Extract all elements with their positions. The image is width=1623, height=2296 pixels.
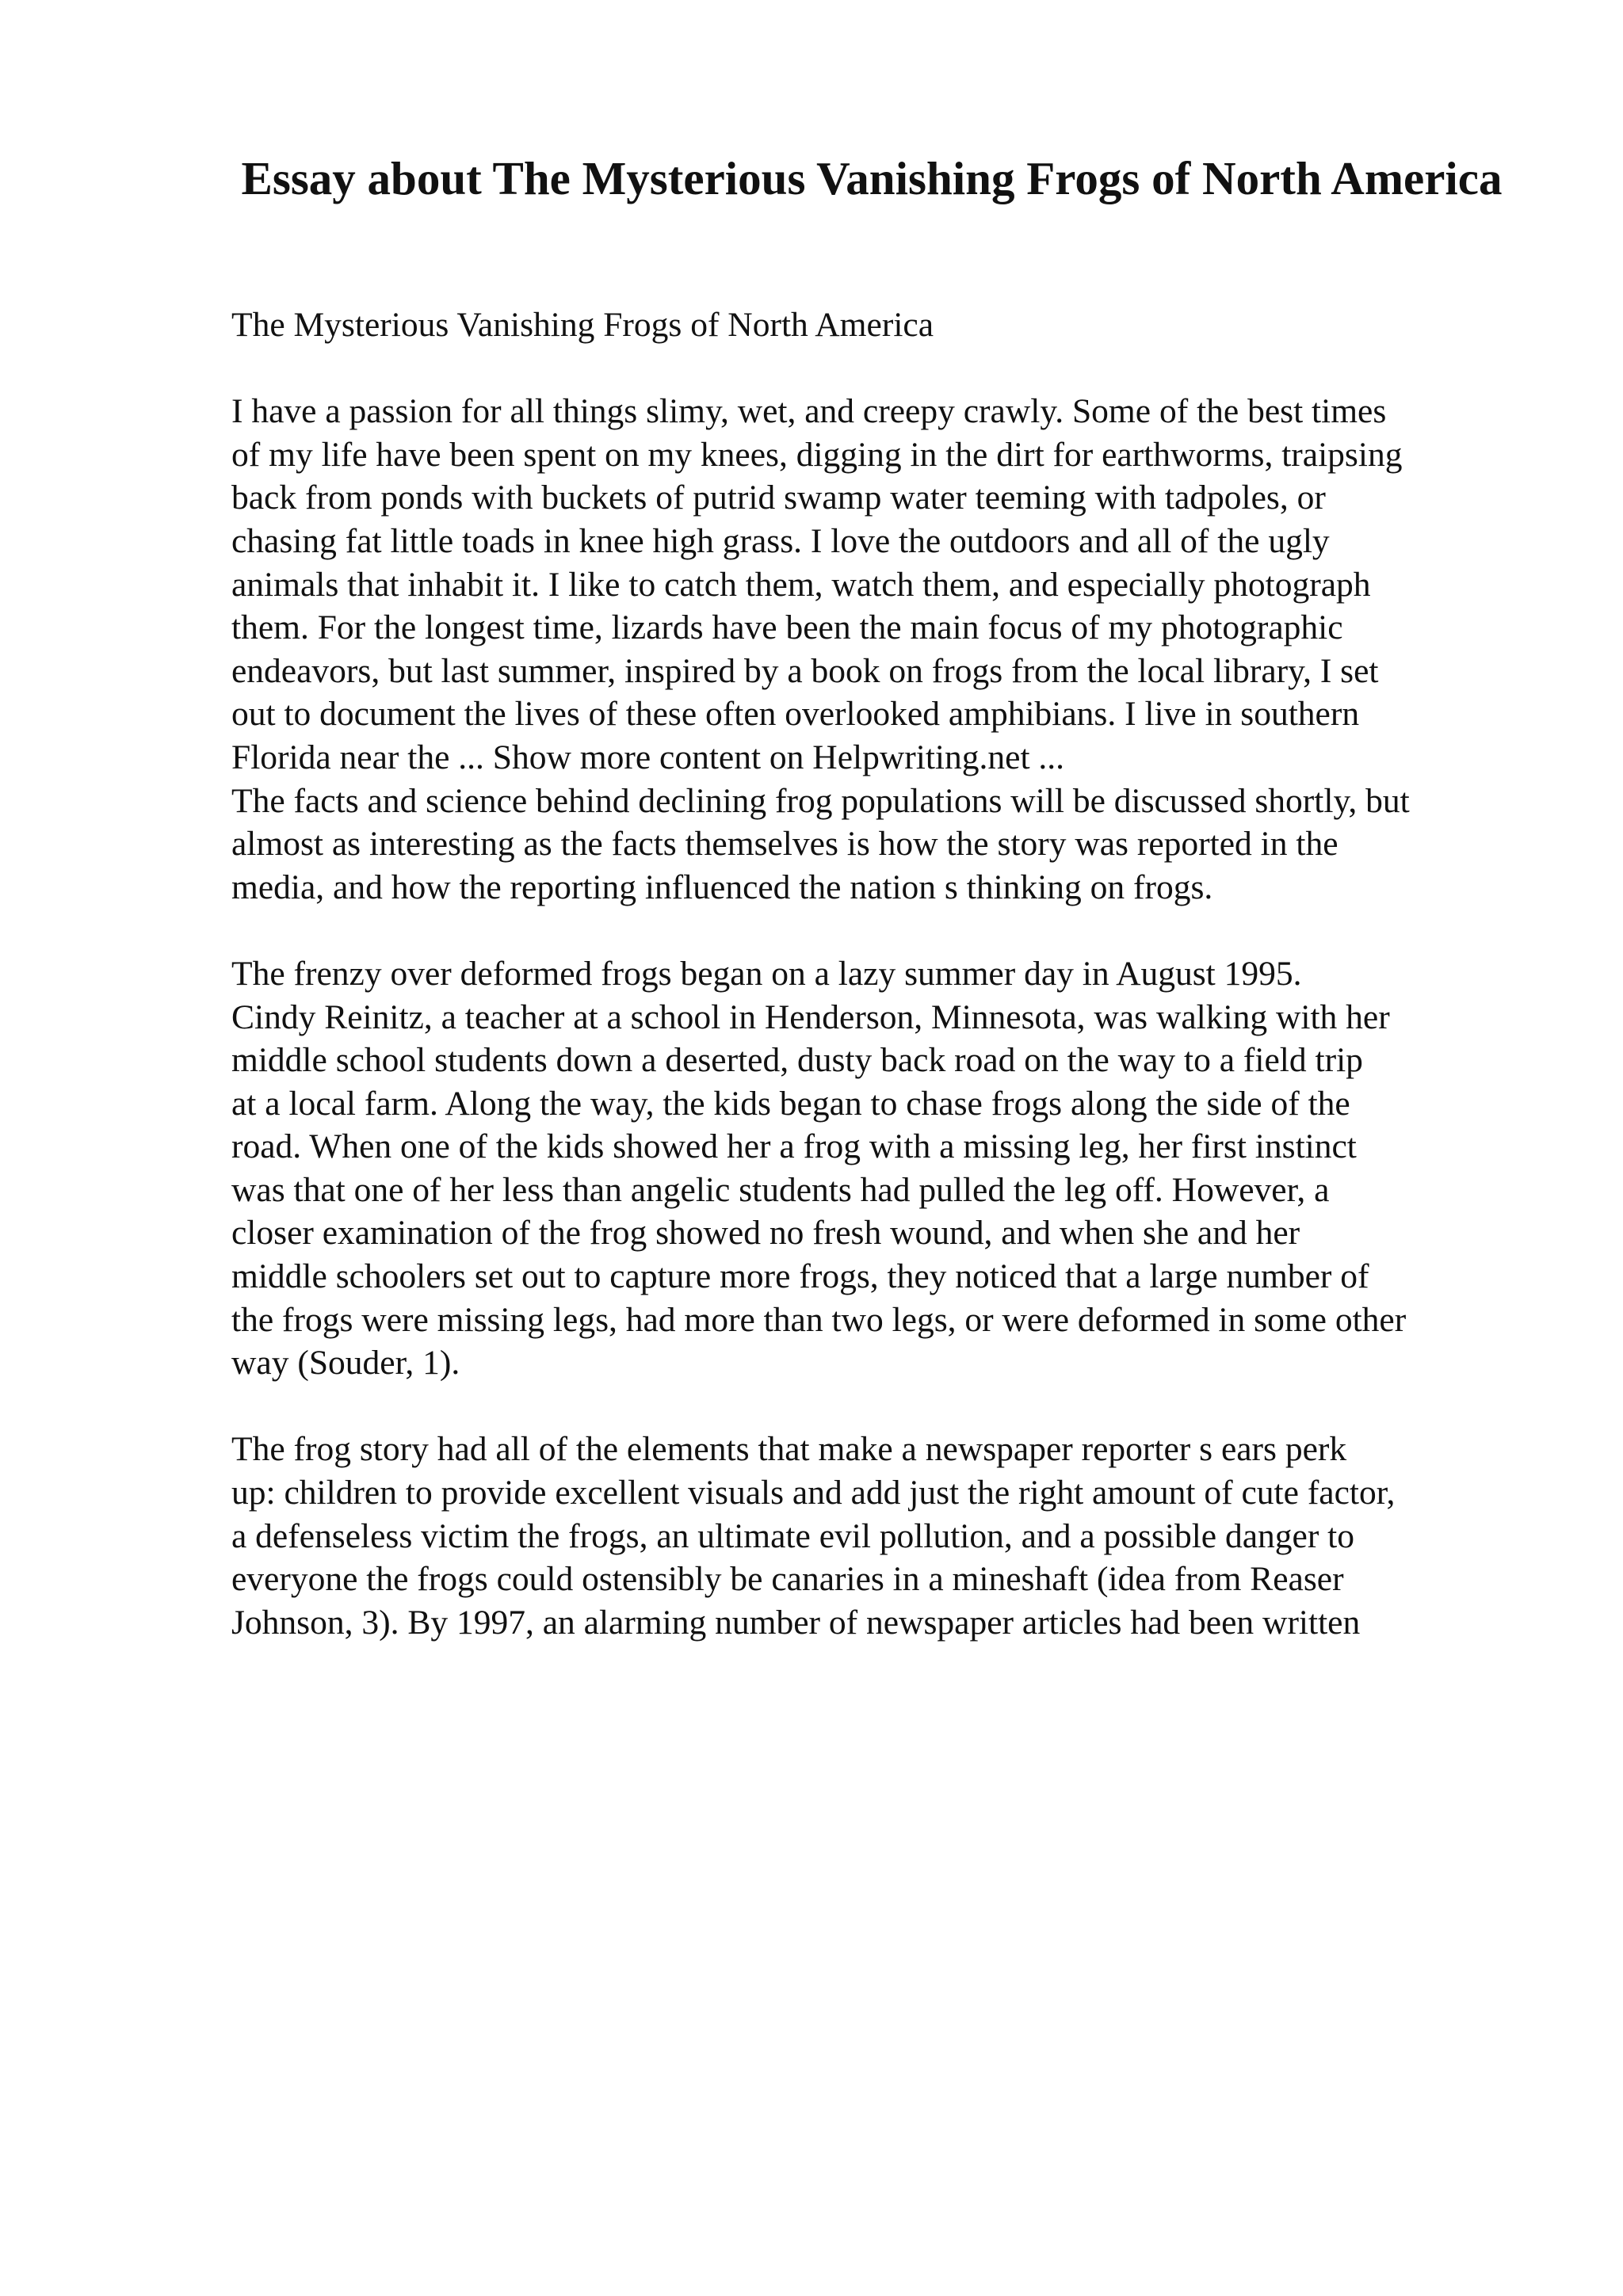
- text-line: the frogs were missing legs, had more than two legs, or were deformed in some other: [231, 1300, 1407, 1339]
- text-line: The facts and science behind declining frog populations will be discussed shortly, but: [231, 781, 1410, 820]
- text-line: The frog story had all of the elements that make a newspaper reporter s ears perk: [231, 1430, 1347, 1469]
- text-line: chasing fat little toads in knee high grass. I love the outdoors and all of the ugly: [231, 521, 1330, 560]
- text-line: closer examination of the frog showed no fresh wound, and when she and her: [231, 1214, 1300, 1253]
- text-line: a defenseless victim the frogs, an ultimate evil pollution, and a possible danger to: [231, 1516, 1355, 1555]
- text-line: them. For the longest time, lizards have been the main focus of my photographic: [231, 608, 1343, 647]
- paragraph-3: [231, 1428, 1579, 1644]
- text-line: almost as interesting as the facts themselves is how the story was reported in the: [231, 825, 1338, 864]
- paragraph-1: [231, 390, 1579, 909]
- essay-body: [231, 303, 1579, 1644]
- text-line: I have a passion for all things slimy, wet, and creepy crawly. Some of the best times: [231, 392, 1387, 431]
- text-line: up: children to provide excellent visuals and add just the right amount of cute factor,: [231, 1474, 1396, 1512]
- text-line: Cindy Reinitz, a teacher at a school in Henderson, Minnesota, was walking with her: [231, 997, 1390, 1036]
- paragraph-gap: [231, 347, 1579, 391]
- text-line: media, and how the reporting influenced the nation s thinking on frogs.: [231, 868, 1213, 906]
- text-line: The frenzy over deformed frogs began on a lazy summer day in August 1995.: [231, 954, 1302, 993]
- page-title: Essay about The Mysterious Vanishing Frogs of North America: [241, 152, 1503, 204]
- paragraph-gap: [231, 909, 1579, 952]
- text-line: road. When one of the kids showed her a frog with a missing leg, her first instinct: [231, 1127, 1357, 1166]
- text-line: Florida near the ... Show more content on Helpwriting.net ...: [231, 738, 1065, 776]
- text-line: way (Souder, 1).: [231, 1344, 460, 1383]
- essay-subtitle: The Mysterious Vanishing Frogs of North America: [231, 306, 934, 344]
- text-line: Johnson, 3). By 1997, an alarming number of newspaper articles had been written: [231, 1603, 1361, 1642]
- text-line: was that one of her less than angelic students had pulled the leg off. However, a: [231, 1170, 1330, 1209]
- text-line: middle school students down a deserted, dusty back road on the way to a field trip: [231, 1041, 1363, 1080]
- text-line: out to document the lives of these often overlooked amphibians. I live in southern: [231, 695, 1360, 734]
- text-line: middle schoolers set out to capture more frogs, they noticed that a large number of: [231, 1257, 1369, 1296]
- paragraph-gap: [231, 1385, 1579, 1428]
- paragraph-2: [231, 952, 1579, 1385]
- text-line: of my life have been spent on my knees, digging in the dirt for earthworms, traipsing: [231, 435, 1403, 474]
- text-line: at a local farm. Along the way, the kids began to chase frogs along the side of the: [231, 1084, 1350, 1123]
- text-line: back from ponds with buckets of putrid swamp water teeming with tadpoles, or: [231, 479, 1326, 517]
- text-line: endeavors, but last summer, inspired by a book on frogs from the local library, I set: [231, 651, 1379, 690]
- text-line: animals that inhabit it. I like to catch them, watch them, and especially photograph: [231, 565, 1371, 604]
- text-line: everyone the frogs could ostensibly be canaries in a mineshaft (idea from Reaser: [231, 1560, 1344, 1599]
